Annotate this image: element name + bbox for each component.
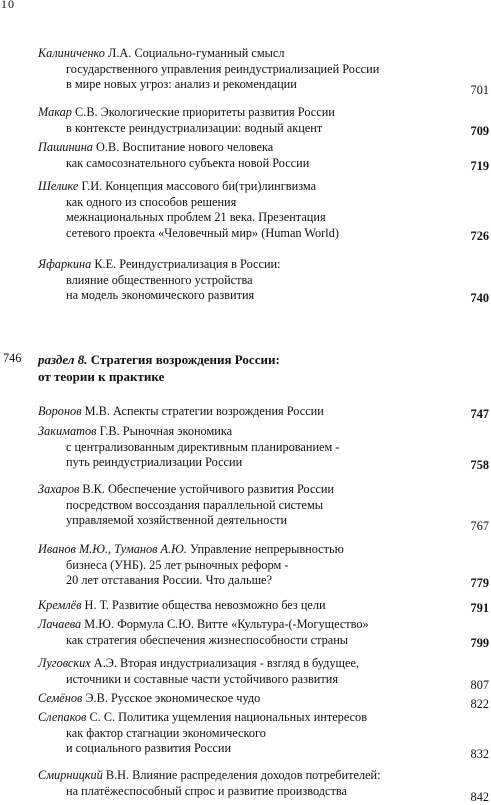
- toc-title-continuation: сетевого проекта «Человечный мир» (Human World): [66, 225, 339, 240]
- toc-page-number: 832: [470, 747, 489, 762]
- toc-title-continuation: 20 лет отставания России. Что дальше?: [66, 573, 272, 588]
- toc-entry: [38, 691, 491, 711]
- toc-entry: [38, 404, 491, 420]
- toc-title: С. С. Политика ущемления национальных интересов: [86, 710, 368, 724]
- toc-title-continuation: как самосознательного субъекта новой России: [66, 155, 310, 170]
- toc-title-continuation: путь реиндустриализации России: [66, 455, 243, 470]
- toc-title-continuation: как фактор стагнации экономического: [66, 725, 266, 740]
- toc-title: Г.В. Рыночная экономика: [96, 424, 233, 438]
- toc-entry-first-line: [38, 46, 491, 62]
- toc-author: Захаров: [38, 482, 80, 496]
- toc-entry: [38, 424, 491, 471]
- toc-entry: [38, 710, 491, 762]
- toc-title-continuation: с централизованным директивным планированием -: [66, 439, 340, 454]
- toc-author: Смирницкий: [38, 768, 103, 782]
- toc-entry: [38, 598, 491, 614]
- toc-title-continuation: бизнеса (УНБ). 25 лет рыночных реформ -: [66, 557, 289, 572]
- toc-title: Э.В. Русское экономическое чудо: [82, 691, 261, 705]
- toc-entry: [38, 482, 491, 534]
- toc-entry-first-line: [38, 140, 491, 156]
- toc-author: Иванов М.Ю., Туманов А.Ю.: [38, 542, 187, 556]
- toc-title: В.К. Обеспечение устойчивого развития России: [79, 482, 335, 496]
- toc-entry-first-line: [38, 105, 491, 121]
- toc-entry: [38, 617, 491, 648]
- toc-page-number: 842: [470, 789, 489, 804]
- toc-page-number: 767: [470, 519, 489, 534]
- section-page-number: 746: [3, 351, 22, 365]
- toc-author: Слепаков: [38, 710, 87, 724]
- section-title: [38, 351, 280, 385]
- section-title-line1: Стратегия возрождения России:: [87, 352, 280, 367]
- toc-title-continuation: на модель экономического развития: [66, 288, 255, 303]
- toc-page-number: 822: [470, 697, 489, 711]
- toc-page-number: 791: [470, 601, 489, 615]
- toc-title-continuation: в контексте реиндустриализации: водный акцент: [66, 120, 323, 135]
- toc-entry: [38, 105, 491, 136]
- toc-page-number: 779: [470, 576, 489, 591]
- toc-title: С.В. Экологические приоритеты развития России: [71, 105, 335, 119]
- toc-title-continuation: управляемой хозяйственной деятельности: [66, 513, 288, 528]
- toc-page-number: 807: [470, 677, 489, 692]
- toc-author: Луговских: [38, 656, 91, 670]
- toc-title-continuation: государственного управления реиндустриализацией России: [66, 61, 380, 76]
- toc-author: Кремлёв: [38, 598, 82, 612]
- toc-entry-first-line: [38, 768, 491, 784]
- toc-entry: [38, 656, 491, 692]
- toc-author: Пашинина: [38, 140, 93, 154]
- toc-title-continuation: посредством воссоздания параллельной системы: [66, 497, 323, 512]
- toc-entry: [38, 46, 491, 98]
- toc-entry-first-line: [38, 617, 491, 633]
- toc-entry-first-line: [38, 179, 491, 195]
- toc-title-continuation: как стратегия обеспечения жизнеспособности страны: [66, 632, 349, 647]
- toc-title: М.Ю. Формула С.Ю. Витте «Культура-(-Могущество»: [81, 617, 369, 631]
- toc-page-number: 758: [470, 458, 489, 473]
- section-title-line2: от теории к практике: [38, 369, 165, 384]
- toc-author: Яфаркина: [38, 257, 92, 271]
- toc-title-continuation: межнациональных проблем 21 века. Презентация: [66, 210, 326, 225]
- toc-title: М.В. Аспекты стратегии возрождения России: [81, 404, 324, 418]
- toc-page-number: 799: [470, 635, 489, 650]
- toc-title-continuation: на платёжеспособный спрос и развитие производства: [66, 783, 347, 798]
- toc-title-continuation: влияние общественного устройства: [66, 272, 253, 287]
- toc-page-number: 740: [470, 291, 489, 306]
- toc-entry: [38, 768, 491, 804]
- page-number: 10: [1, 0, 15, 11]
- toc-entry-first-line: [38, 710, 491, 726]
- toc-entry-first-line: [38, 404, 491, 420]
- toc-entry: [38, 179, 491, 241]
- toc-entry-first-line: [38, 598, 491, 614]
- toc-entry-first-line: [38, 482, 491, 498]
- toc-author: Воронов: [38, 404, 82, 418]
- toc-title: К.Е. Реиндустриализация в России:: [91, 257, 281, 271]
- toc-entry-first-line: [38, 257, 491, 273]
- toc-title: В.Н. Влияние распределения доходов потребителей:: [102, 768, 381, 782]
- toc-title-continuation: и социального развития России: [66, 741, 232, 756]
- section-label: раздел 8.: [38, 352, 88, 367]
- toc-author: Калиниченко: [38, 46, 105, 60]
- toc-title: Управление непрерывностью: [186, 542, 344, 556]
- toc-title: Г.И. Концепция массового би(три)лингвизма: [78, 179, 317, 193]
- toc-title: О.В. Воспитание нового человека: [92, 140, 274, 154]
- toc-entry-first-line: [38, 691, 491, 707]
- toc-page-number: 701: [470, 83, 489, 98]
- toc-title-continuation: в мире новых угроз: анализ и рекомендации: [66, 77, 297, 92]
- toc-entry: [38, 140, 491, 171]
- toc-entry-first-line: [38, 542, 491, 558]
- toc-author: Макар: [38, 105, 72, 119]
- toc-author: Шелике: [38, 179, 79, 193]
- toc-entry: [38, 257, 491, 304]
- toc-author: Лачаева: [38, 617, 82, 631]
- toc-page-number: 719: [470, 158, 489, 173]
- toc-page-number: 747: [470, 407, 489, 421]
- toc-page-number: 726: [470, 228, 489, 243]
- toc-entry: [38, 542, 491, 589]
- toc-title: Н. Т. Развитие общества невозможно без цели: [81, 598, 326, 612]
- toc-author: Семёнов: [38, 691, 83, 705]
- toc-title: Л.А. Социально-гуманный смысл: [104, 46, 285, 60]
- toc-title: А.Э. Вторая индустриализация - взгляд в будущее,: [90, 656, 359, 670]
- toc-entry-first-line: [38, 424, 491, 440]
- toc-page-number: 709: [470, 123, 489, 138]
- toc-title-continuation: как одного из способов решения: [66, 194, 237, 209]
- toc-entry-first-line: [38, 656, 491, 672]
- toc-title-continuation: источники и составные части устойчивого развития: [66, 671, 338, 686]
- toc-author: Закиматов: [38, 424, 97, 438]
